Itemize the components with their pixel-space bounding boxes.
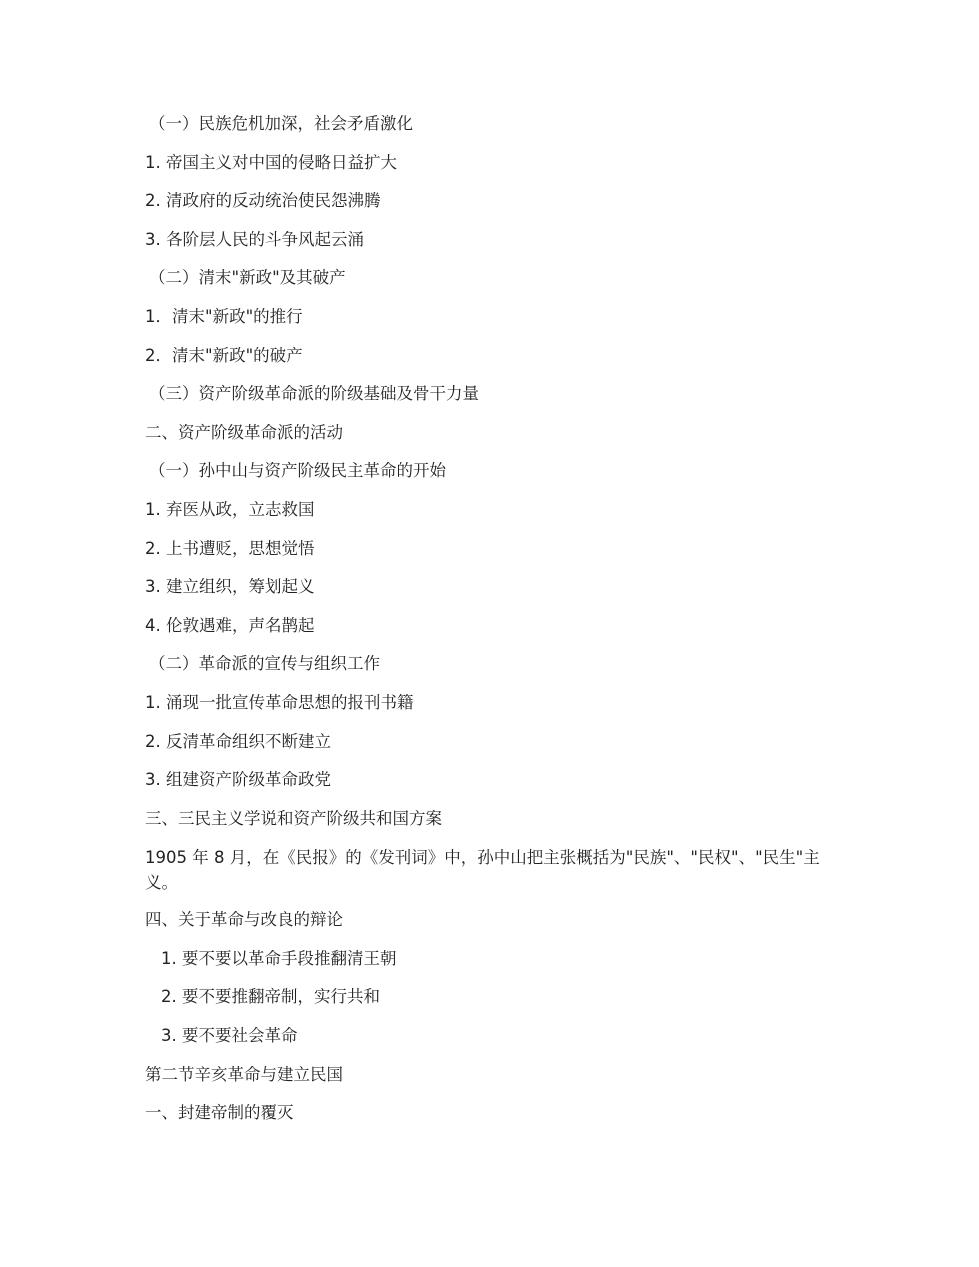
chapter-heading: 一、封建帝制的覆灭: [145, 1103, 294, 1123]
list-item: 3. 建立组织，筹划起义: [145, 577, 315, 597]
section-heading: （一）孙中山与资产阶级民主革命的开始: [149, 461, 446, 481]
list-item: 3. 组建资产阶级革命政党: [145, 770, 331, 790]
section-heading: （三）资产阶级革命派的阶级基础及骨干力量: [149, 384, 479, 404]
list-item: 1. 帝国主义对中国的侵略日益扩大: [145, 152, 397, 172]
chapter-heading: 四、关于革命与改良的辩论: [145, 910, 343, 930]
chapter-heading: 二、资产阶级革命派的活动: [145, 422, 343, 442]
chapter-heading: 三、三民主义学说和资产阶级共和国方案: [145, 808, 442, 828]
list-item: 2. 上书遭贬，思想觉悟: [145, 538, 315, 558]
section-heading: （一）民族危机加深，社会矛盾激化: [149, 114, 413, 133]
list-item: 3. 要不要社会革命: [161, 1026, 298, 1046]
list-item: 2. 要不要推翻帝制，实行共和: [161, 987, 380, 1007]
section-heading: （二）清末"新政"及其破产: [149, 268, 346, 288]
section-heading: （二）革命派的宣传与组织工作: [149, 654, 380, 674]
list-item: 3. 各阶层人民的斗争风起云涌: [145, 229, 364, 249]
body-paragraph: 1905 年 8 月，在《民报》的《发刊词》中，孙中山把主张概括为"民族"、"民权"、"民生"主义。: [145, 848, 820, 893]
list-item: 1. 要不要以革命手段推翻清王朝: [161, 948, 397, 968]
list-item: 1．清末"新政"的推行: [145, 306, 303, 326]
list-item: 4. 伦敦遇难，声名鹊起: [145, 615, 315, 635]
section-title: 第二节辛亥革命与建立民国: [145, 1064, 343, 1084]
document-body: [145, 112, 845, 1140]
list-item: 2. 清政府的反动统治使民怨沸腾: [145, 191, 381, 211]
list-item: 2．清末"新政"的破产: [145, 345, 303, 365]
list-item: 1. 弃医从政，立志救国: [145, 499, 315, 519]
list-item: 1. 涌现一批宣传革命思想的报刊书籍: [145, 692, 414, 712]
list-item: 2. 反清革命组织不断建立: [145, 731, 331, 751]
